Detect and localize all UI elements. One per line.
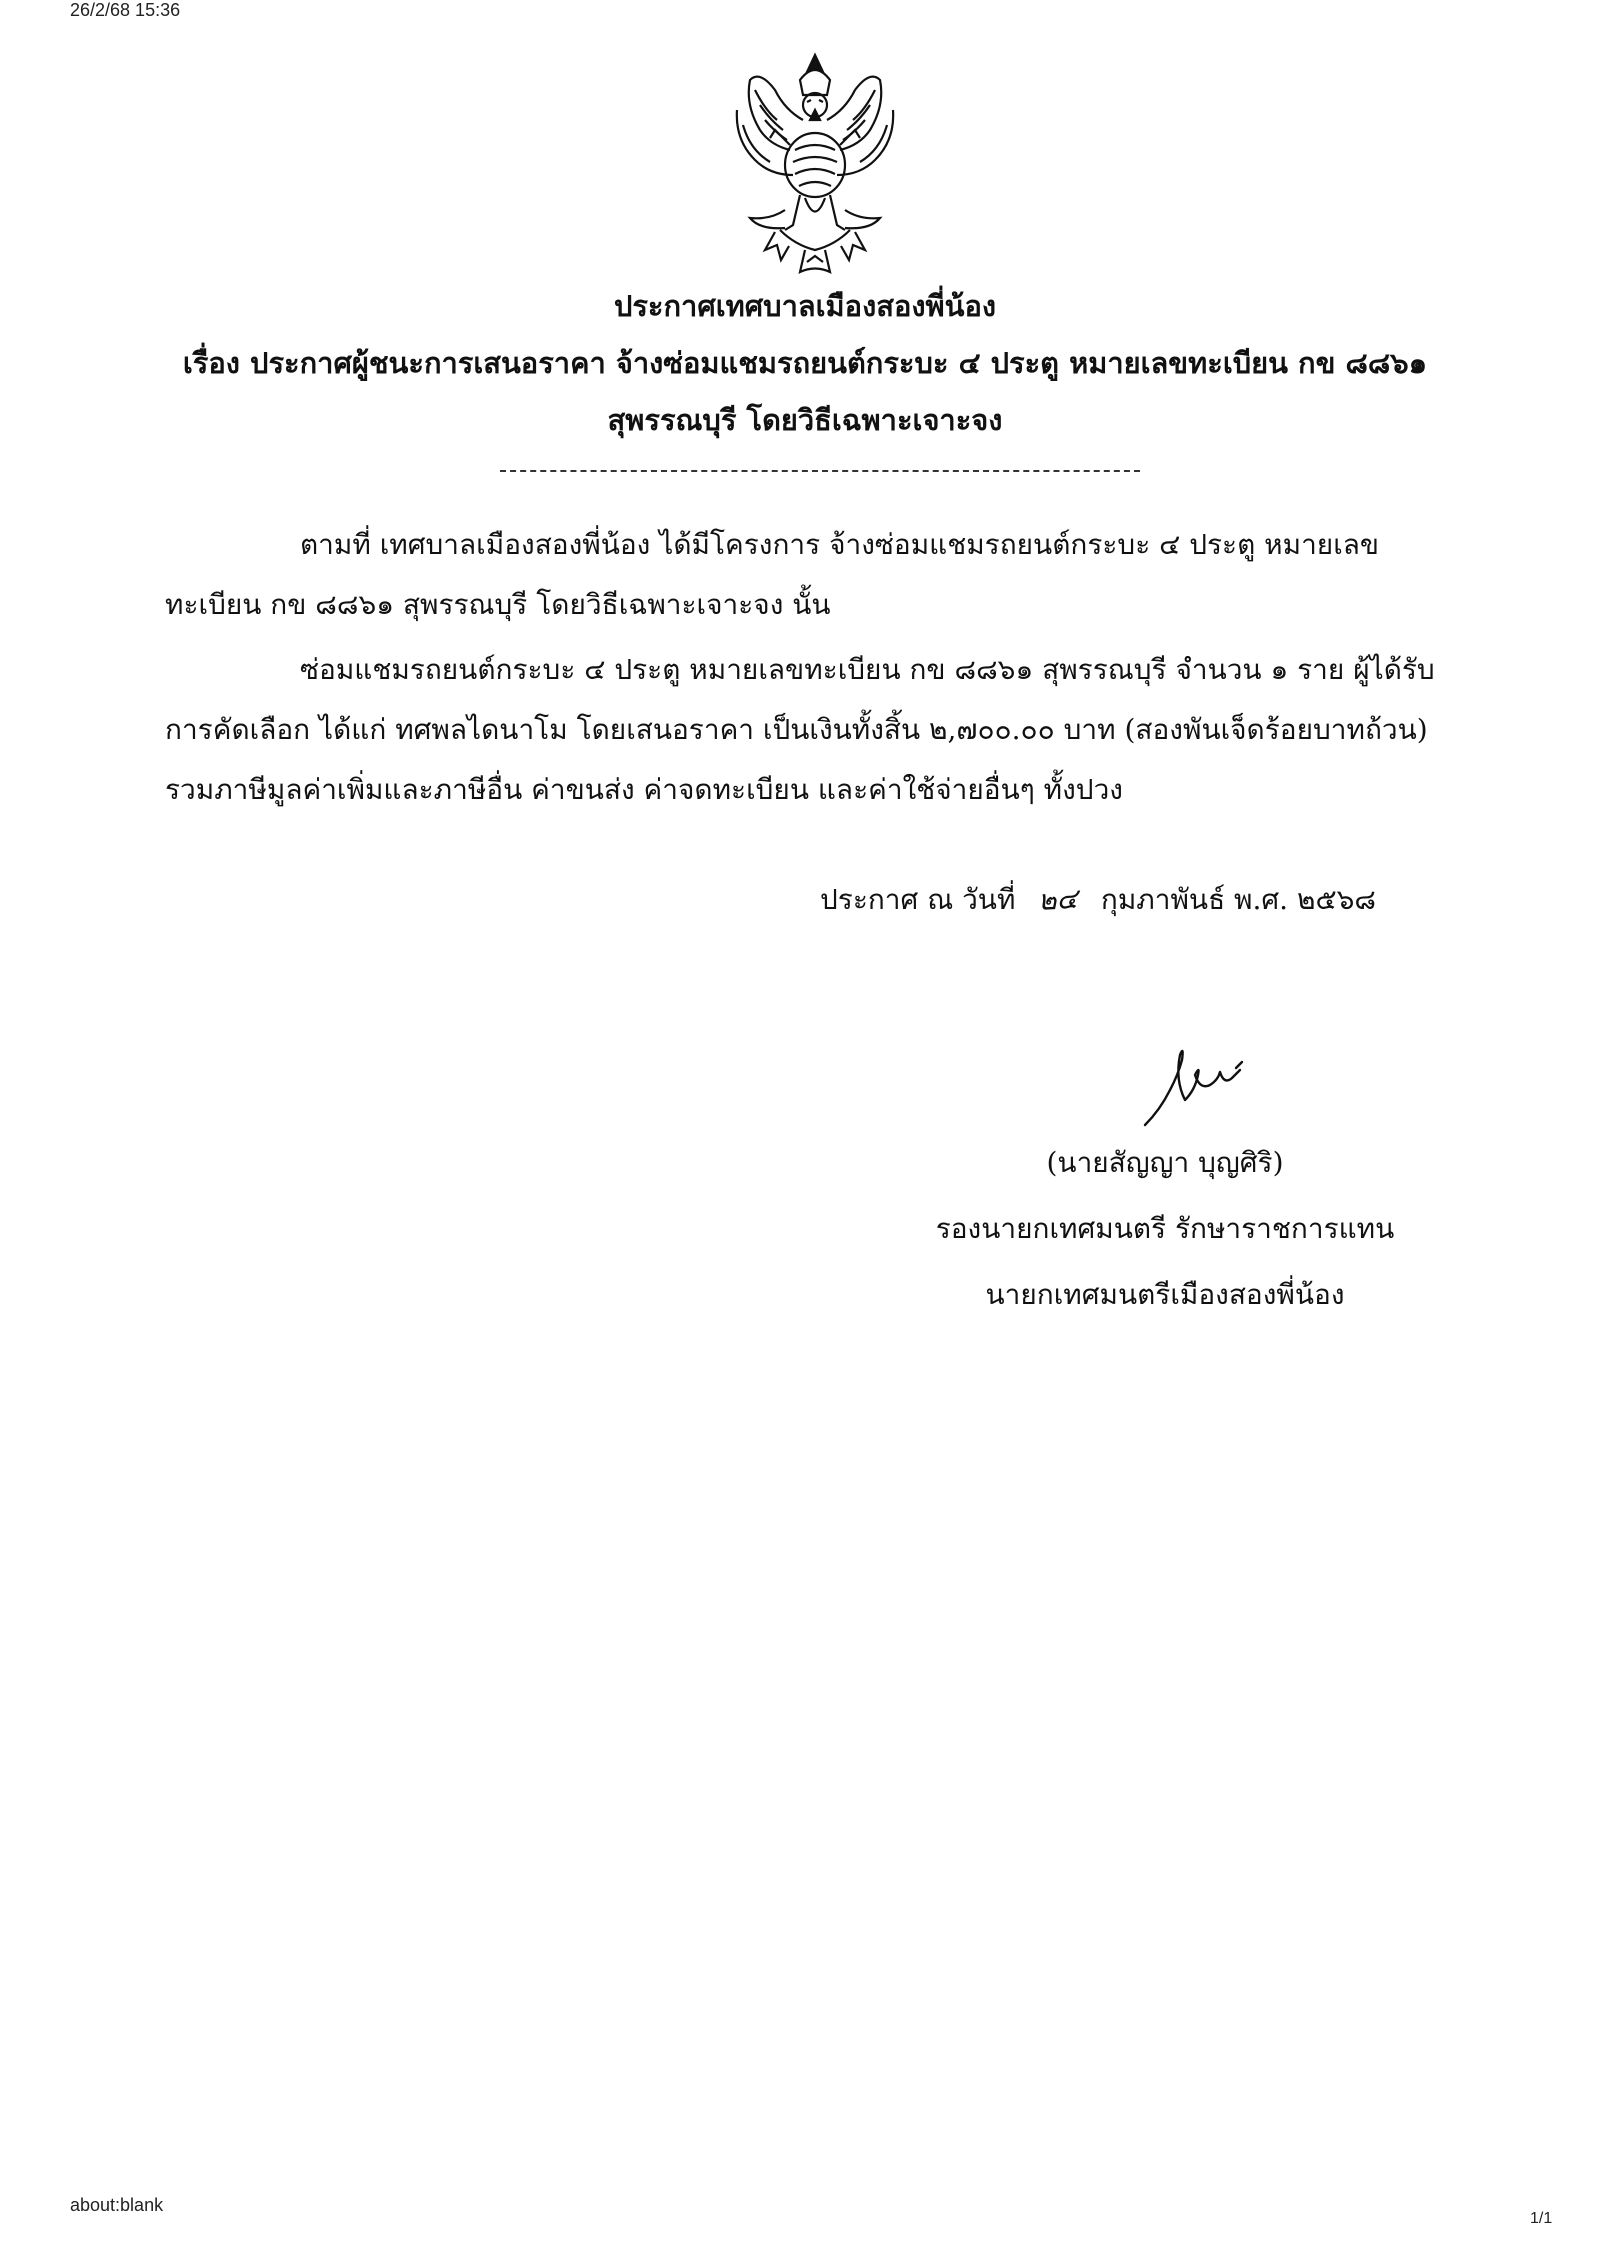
print-page-number: 1/1 — [1530, 2210, 1553, 2227]
print-url: about:blank — [70, 2195, 164, 2215]
date-day-handwritten: ๒๔ — [1037, 881, 1079, 918]
announcement-date — [820, 878, 1376, 922]
body-paragraph-1 — [165, 515, 1475, 635]
date-prefix: ประกาศ ณ วันที่ — [820, 883, 1016, 916]
announcement-title-block — [150, 278, 1460, 449]
date-month-year: กุมภาพันธ์ พ.ศ. ๒๕๖๘ — [1100, 883, 1377, 916]
subject-line-2: สุพรรณบุรี โดยวิธีเฉพาะเจาะจง — [607, 403, 1003, 437]
paragraph-2-text: ซ่อมแชมรถยนต์กระบะ ๔ ประตู หมายเลขทะเบียน กข ๘๘๖๑ สุพรรณบุรี จำนวน ๑ ราย ผู้ได้รับการคัดเลือก ได้แก่ ทศพลไดนาโม โดยเสนอราคา เป็นเงินทั้งสิ้น ๒,๗๐๐.๐๐ บาท (สองพันเจ็ดร้อยบาทถ้วน) รวมภาษีมูลค่าเพิ่มและภาษีอื่น ค่าขนส่ง ค่าจดทะเบียน และค่าใช้จ่ายอื่นๆ ทั้งปวง — [165, 653, 1435, 806]
signatory-name: (นายสัญญา บุญศิริ) — [1046, 1146, 1284, 1179]
garuda-emblem-icon — [715, 50, 915, 280]
signatory-block — [900, 1130, 1430, 1328]
title-divider — [500, 470, 1140, 472]
body-paragraph-2 — [165, 640, 1475, 820]
issuer-heading: ประกาศเทศบาลเมืองสองพี่น้อง — [613, 289, 997, 323]
signatory-position-1: รองนายกเทศมนตรี รักษาราชการแทน — [935, 1212, 1395, 1245]
handwritten-signature-icon — [1140, 1030, 1260, 1140]
signatory-position-2: นายกเทศมนตรีเมืองสองพี่น้อง — [985, 1278, 1345, 1311]
print-timestamp: 26/2/68 15:36 — [70, 0, 181, 20]
paragraph-1-text: ตามที่ เทศบาลเมืองสองพี่น้อง ได้มีโครงการ จ้างซ่อมแชมรถยนต์กระบะ ๔ ประตู หมายเลขทะเบียน กข ๘๘๖๑ สุพรรณบุรี โดยวิธีเฉพาะเจาะจง นั้น — [165, 528, 1380, 621]
subject-line-1: เรื่อง ประกาศผู้ชนะการเสนอราคา จ้างซ่อมแชมรถยนต์กระบะ ๔ ประตู หมายเลขทะเบียน กข ๘๘๖๑ — [182, 346, 1428, 380]
